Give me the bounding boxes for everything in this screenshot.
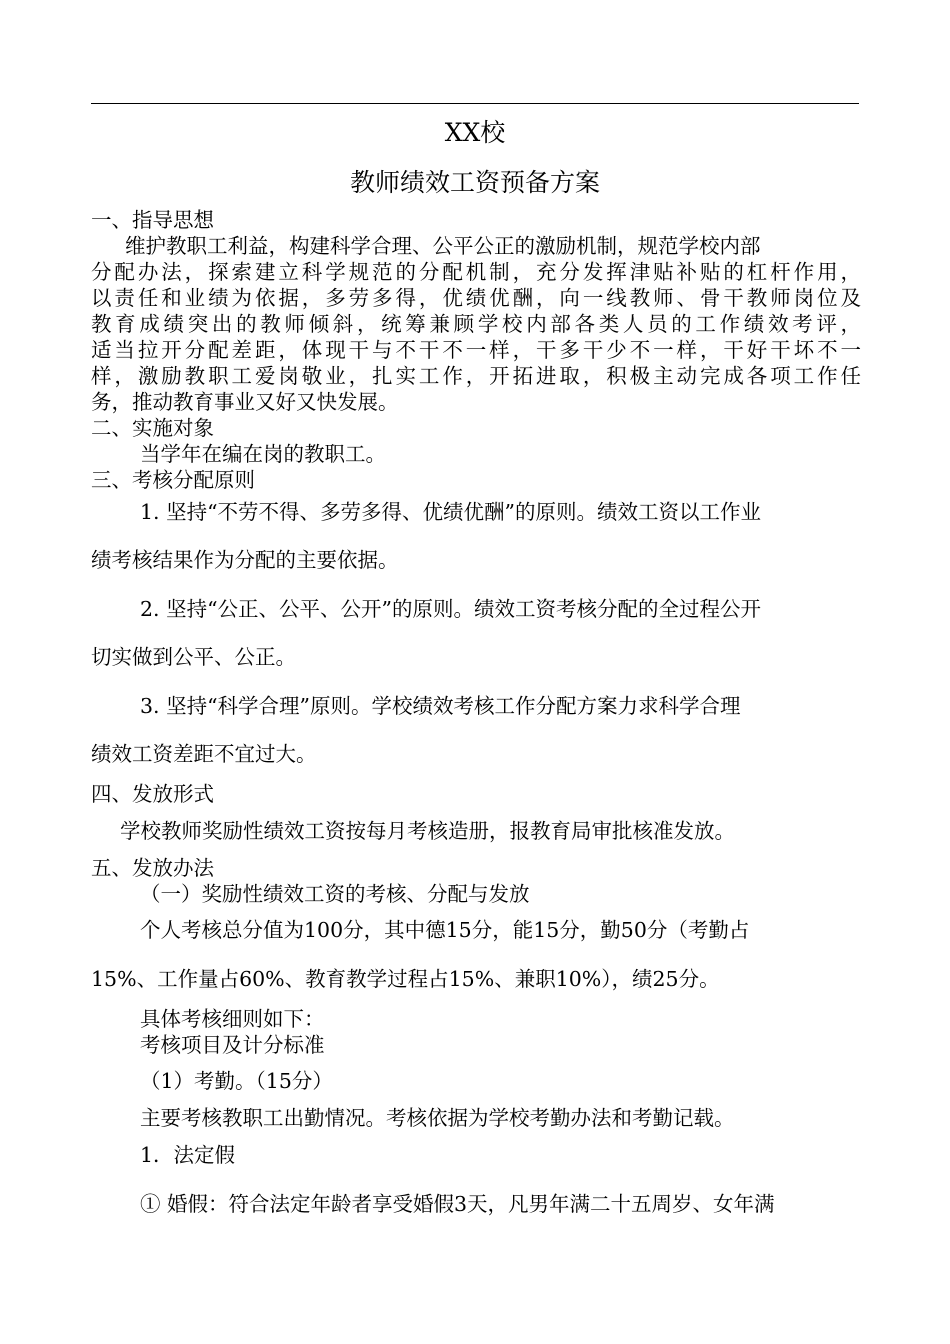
paragraph-line: 以责任和业绩为依据，多劳多得，优绩优酬，向一线教师、骨干教师岗位及: [91, 286, 861, 310]
principle-3-line-2: 绩效工资差距不宜过大。: [91, 742, 317, 766]
principle-3-line-1: 3. 坚持“科学合理”原则。学校绩效考核工作分配方案力求科学合理: [140, 694, 741, 718]
paragraph-line: 样，激励教职工爱岗敬业，扎实工作，开拓进取，积极主动完成各项工作任: [91, 364, 861, 388]
subsection-heading: （一）奖励性绩效工资的考核、分配与发放: [140, 882, 530, 906]
paragraph-line: 务，推动教育事业又好又快发展。: [91, 390, 399, 414]
paragraph-line: 维护教职工利益，构建科学合理、公平公正的激励机制，规范学校内部: [125, 234, 761, 258]
paragraph-line: 适当拉开分配差距，体现干与不干不一样，干多干少不一样，干好干坏不一: [91, 338, 861, 362]
principle-1-line-1: 1. 坚持“不劳不得、多劳多得、优绩优酬”的原则。绩效工资以工作业: [140, 500, 762, 524]
score-line-1: 个人考核总分值为100分，其中德15分，能15分，勤50分（考勤占: [140, 918, 750, 942]
document-title: 教师绩效工资预备方案: [349, 168, 600, 197]
detail-intro: 具体考核细则如下：: [140, 1007, 325, 1031]
paragraph-line: 教育成绩突出的教师倾斜，统筹兼顾学校内部各类人员的工作绩效考评，: [91, 312, 861, 336]
attendance-heading: （1）考勤。（15分）: [140, 1069, 333, 1093]
legal-leave-heading: 1．法定假: [140, 1143, 236, 1167]
principle-2-line-1: 2. 坚持“公正、公平、公开”的原则。绩效工资考核分配的全过程公开: [140, 597, 762, 621]
items-heading: 考核项目及计分标准: [140, 1033, 325, 1057]
attendance-description: 主要考核教职工出勤情况。考核依据为学校考勤办法和考勤记载。: [140, 1106, 735, 1130]
section-heading-targets: 二、实施对象: [91, 416, 214, 440]
school-name: XX校: [444, 118, 506, 147]
form-text: 学校教师奖励性绩效工资按每月考核造册，报教育局审批核准发放。: [120, 819, 735, 843]
section-heading-principles: 三、考核分配原则: [91, 468, 255, 492]
targets-text: 当学年在编在岗的教职工。: [140, 442, 386, 466]
score-line-2: 15%、工作量占60%、教育教学过程占15%、兼职10%），绩25分。: [91, 967, 720, 991]
section-heading-method: 五、发放办法: [91, 856, 214, 880]
section-heading-guiding-idea: 一、指导思想: [91, 208, 214, 232]
marriage-leave-line: ① 婚假：符合法定年龄者享受婚假3天，凡男年满二十五周岁、女年满: [140, 1192, 775, 1216]
paragraph-line: 分配办法，探索建立科学规范的分配机制，充分发挥津贴补贴的杠杆作用，: [91, 260, 861, 284]
section-heading-form: 四、发放形式: [91, 782, 214, 806]
header-rule: [91, 103, 859, 104]
principle-1-line-2: 绩考核结果作为分配的主要依据。: [91, 548, 399, 572]
principle-2-line-2: 切实做到公平、公正。: [91, 645, 296, 669]
